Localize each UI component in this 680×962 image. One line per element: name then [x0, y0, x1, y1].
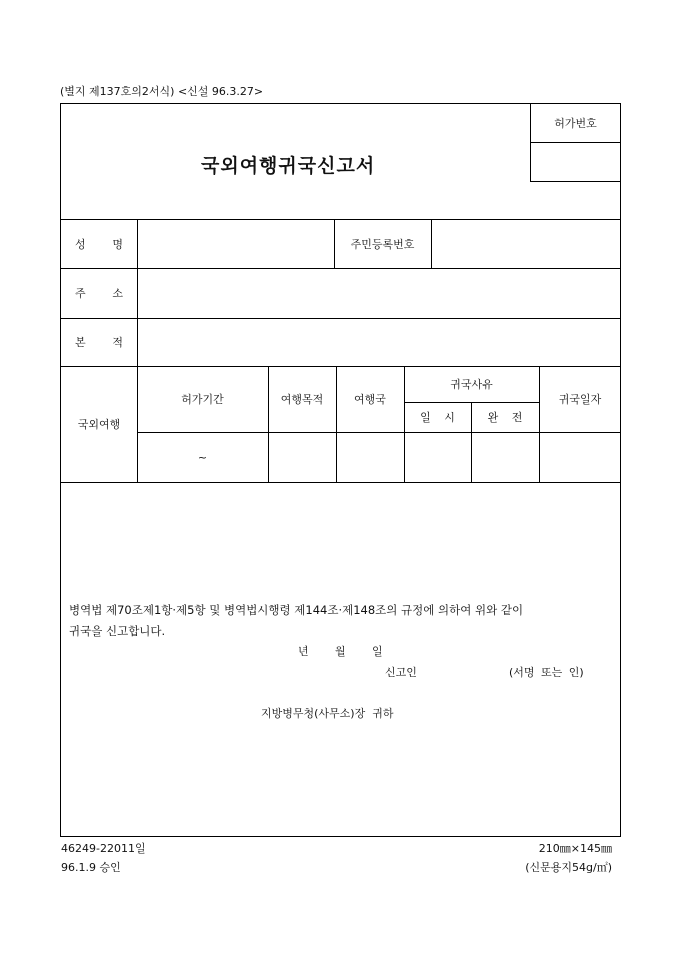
- return-date-field[interactable]: [540, 433, 621, 482]
- permit-period-field[interactable]: ~: [197, 450, 208, 464]
- return-date-label: 귀국일자: [558, 393, 602, 406]
- travel-country-field[interactable]: [337, 433, 404, 482]
- permit-number-field[interactable]: [531, 143, 621, 180]
- statement-line-1: 병역법 제70조제1항·제5항 및 병역법시행령 제144조·제148조의 규정에 의하여 위와 같이: [69, 603, 524, 617]
- addressee: 지방병무청(사무소)장 귀하: [261, 707, 394, 720]
- resident-id-label: 주민등록번호: [350, 237, 415, 251]
- permit-number-label: 허가번호: [554, 117, 597, 130]
- statement-line-2: 귀국을 신고합니다.: [69, 624, 166, 638]
- name-label-char-1: 성: [75, 237, 86, 251]
- overseas-travel-label: 국외여행: [77, 418, 121, 431]
- address-label-char-1: 주: [75, 287, 86, 300]
- date-month-label: 월: [335, 645, 346, 658]
- temporary-return-label: 일 시: [420, 411, 455, 424]
- return-report-form: [60, 103, 621, 837]
- form-header-note: (별지 제137호의2서식) <신설 96.3.27>: [60, 85, 264, 98]
- resident-id-field[interactable]: [432, 220, 621, 268]
- address-label: [61, 268, 137, 318]
- reporter-label: 신고인: [385, 666, 417, 679]
- date-year-label: 년: [298, 645, 309, 658]
- permanent-return-label: 완 전: [487, 411, 523, 424]
- reporter-signature-field[interactable]: [423, 660, 503, 680]
- name-label: [61, 219, 137, 268]
- approval-date: 96.1.9 승인: [61, 861, 121, 874]
- travel-purpose-label: 여행목적: [280, 393, 324, 406]
- temporary-return-field[interactable]: [405, 433, 471, 482]
- address-label-char-2: 소: [112, 287, 123, 300]
- paper-size: 210㎜×145㎜: [538, 842, 612, 855]
- address-field[interactable]: [138, 269, 621, 318]
- signature-note: (서명 또는 인): [509, 666, 584, 679]
- domicile-label-char-1: 본: [75, 336, 86, 349]
- travel-country-label: 여행국: [354, 393, 386, 406]
- domicile-label: [61, 318, 137, 366]
- name-label-char-2: 명: [112, 237, 123, 251]
- name-field[interactable]: [138, 220, 334, 268]
- domicile-field[interactable]: [138, 319, 621, 366]
- paper-type: (신문용지54g/㎡): [525, 861, 612, 874]
- domicile-label-char-2: 적: [112, 336, 123, 349]
- permit-period-label: 허가기간: [181, 393, 224, 406]
- form-title: 국외여행귀국신고서: [201, 155, 376, 177]
- permanent-return-field[interactable]: [472, 433, 539, 482]
- return-reason-label: 귀국사유: [450, 378, 493, 391]
- travel-purpose-field[interactable]: [269, 433, 336, 482]
- form-code: 46249-22011일: [61, 842, 146, 855]
- date-day-label: 일: [372, 645, 383, 658]
